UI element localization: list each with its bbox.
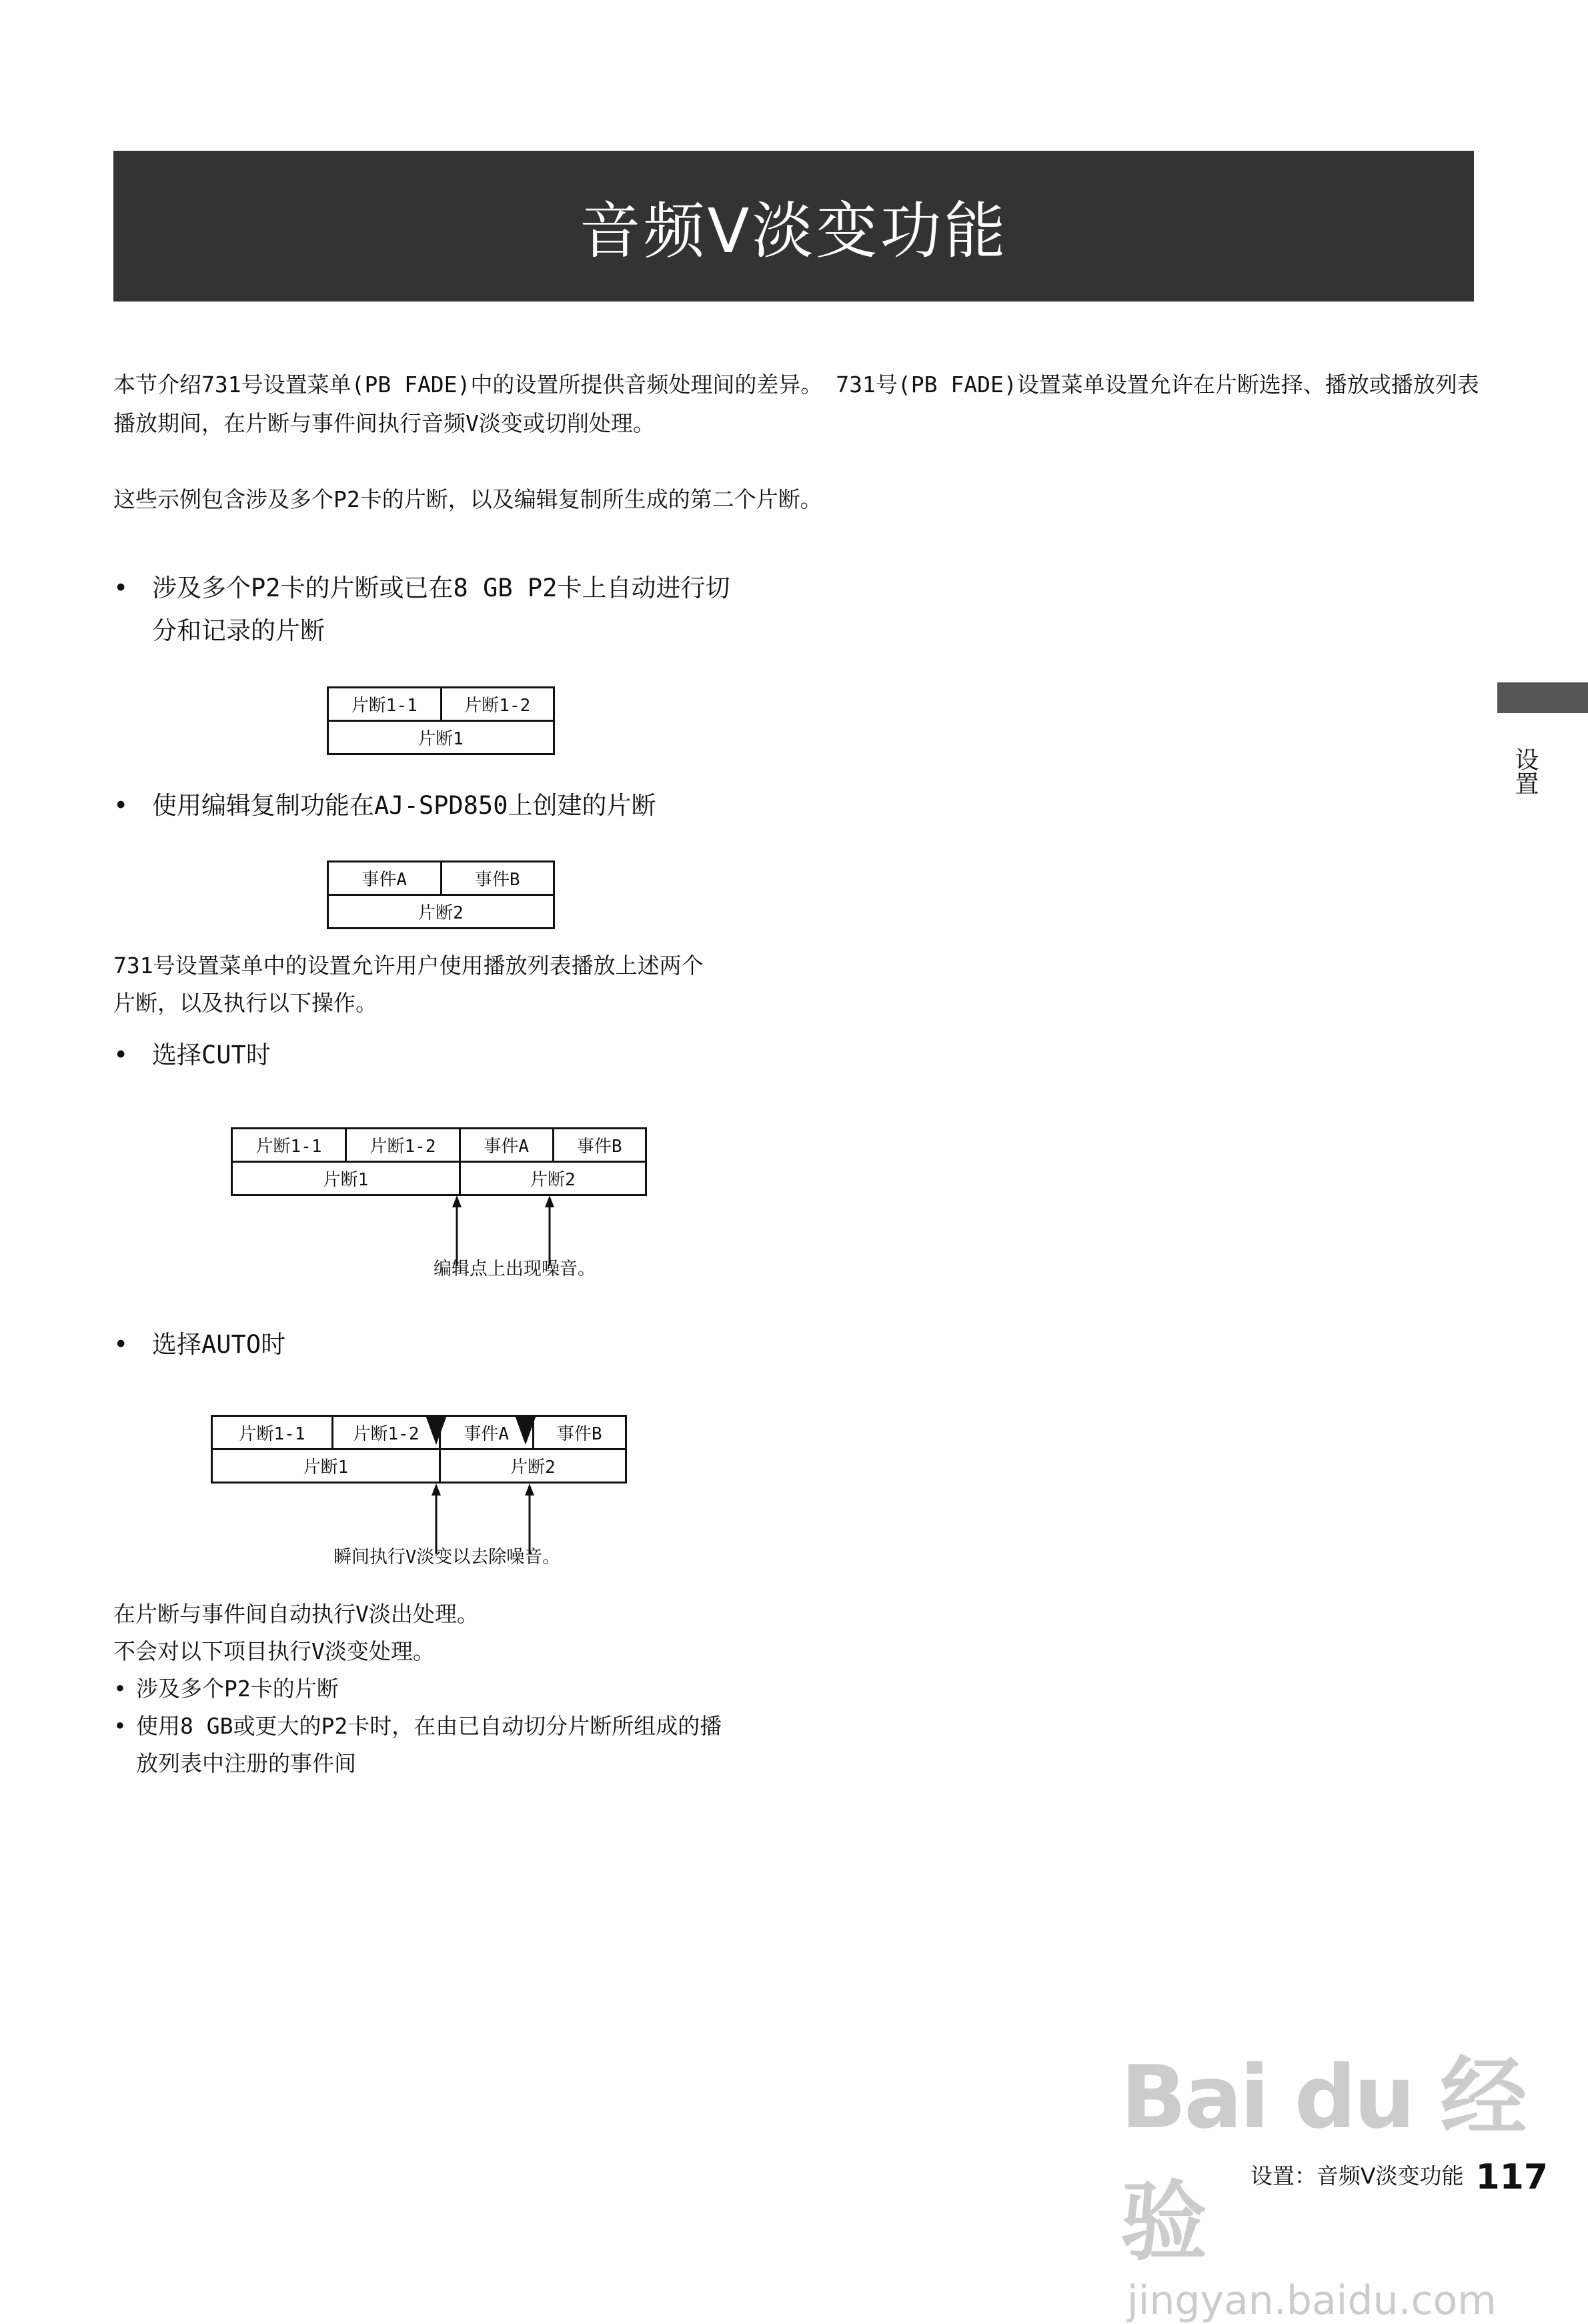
- footer-section: 设置：音频V淡变功能: [1250, 2163, 1464, 2189]
- watermark-brand: Bai du 经验: [1120, 2047, 1525, 2273]
- page-number: 117: [1475, 2157, 1548, 2197]
- cell-event-b: 事件B: [553, 1129, 646, 1162]
- side-tab-label: 设置: [1511, 747, 1539, 795]
- cell-event-b: 事件B: [441, 862, 554, 895]
- note-line: 不会对以下项目执行V淡变处理。: [113, 1638, 435, 1664]
- watermark-url: jingyan.baidu.com: [1127, 2277, 1497, 2324]
- bullet-dot: •: [113, 1041, 129, 1069]
- note-item-text: 使用8 GB或更大的P2卡时，在由已自动切分片断所组成的播: [136, 1713, 722, 1739]
- cell-clip1: 片断1: [212, 1449, 440, 1483]
- bullet-multi-card: [113, 567, 814, 652]
- diagram-cut: [231, 1127, 647, 1196]
- bullet-cut: [113, 1034, 814, 1077]
- cell-clip1-1: 片断1-1: [328, 688, 442, 721]
- cut-caption: 编辑点上出现噪音。: [434, 1259, 596, 1279]
- note-item: [113, 1670, 847, 1708]
- note-line: 在片断与事件间自动执行V淡出处理。: [113, 1601, 479, 1627]
- page-title: 音频V淡变功能: [113, 151, 1474, 302]
- bullet-auto: [113, 1323, 814, 1366]
- note-item: [113, 1708, 847, 1782]
- cell-event-a: 事件A: [460, 1129, 554, 1162]
- fade-marker-1: [426, 1415, 447, 1445]
- bullet-line: 分和记录的片断: [152, 616, 325, 645]
- cell-clip1-1: 片断1-1: [212, 1416, 333, 1449]
- bullet-line: 使用编辑复制功能在AJ-SPD850上创建的片断: [152, 791, 656, 820]
- examples-paragraph: 这些示例包含涉及多个P2卡的片断，以及编辑复制所生成的第二个片断。: [113, 486, 822, 512]
- cell-event-b: 事件B: [533, 1416, 626, 1449]
- note-item-text: 涉及多个P2卡的片断: [136, 1676, 339, 1702]
- notes: [113, 1596, 847, 1782]
- menu-line: 片断，以及执行以下操作。: [113, 990, 377, 1016]
- fade-marker-2: [515, 1415, 536, 1445]
- cell-clip1: 片断1: [232, 1162, 460, 1195]
- intro-paragraph: 本节介绍731号设置菜单(PB FADE)中的设置所提供音频处理间的差异。 731号(PB FADE)设置菜单设置允许在片断选择、播放或播放列表播放期间，在片断与事件间执行音频V淡变或切削处理。: [113, 372, 1479, 436]
- note-item-text: 放列表中注册的事件间: [136, 1750, 356, 1776]
- fade-markers: [414, 1413, 547, 1453]
- bullet-dot: •: [113, 1713, 127, 1739]
- bullet-dot: •: [113, 574, 129, 602]
- diagram-clip1: [327, 686, 555, 755]
- bullet-dot: •: [113, 1330, 129, 1359]
- bullet-edit-copy: [113, 784, 814, 827]
- cell-clip1: 片断1: [328, 721, 554, 754]
- bullet-line: 涉及多个P2卡的片断或已在8 GB P2卡上自动进行切: [152, 574, 730, 602]
- bullet-line: 选择AUTO时: [152, 1330, 286, 1359]
- cell-event-a: 事件A: [328, 862, 442, 895]
- menu-paragraph: [113, 947, 847, 1022]
- cell-event-a: 事件A: [440, 1416, 534, 1449]
- cell-clip2: 片断2: [328, 895, 554, 929]
- menu-line: 731号设置菜单中的设置允许用户使用播放列表播放上述两个: [113, 953, 704, 979]
- cell-clip1-2: 片断1-2: [346, 1129, 460, 1162]
- bullet-dot: •: [113, 1676, 127, 1702]
- bullet-line: 选择CUT时: [152, 1041, 271, 1069]
- side-tab-marker: [1497, 682, 1588, 713]
- cell-clip1-2: 片断1-2: [441, 688, 554, 721]
- cell-clip2: 片断2: [460, 1162, 646, 1195]
- bullet-dot: •: [113, 791, 129, 820]
- cell-clip1-1: 片断1-1: [232, 1129, 346, 1162]
- cell-clip2: 片断2: [440, 1449, 626, 1483]
- auto-caption: 瞬间执行V淡变以去除噪音。: [333, 1547, 561, 1568]
- page-footer: [1251, 2157, 1548, 2197]
- cell-clip1-2: 片断1-2: [333, 1416, 440, 1449]
- diagram-clip2: [327, 860, 555, 929]
